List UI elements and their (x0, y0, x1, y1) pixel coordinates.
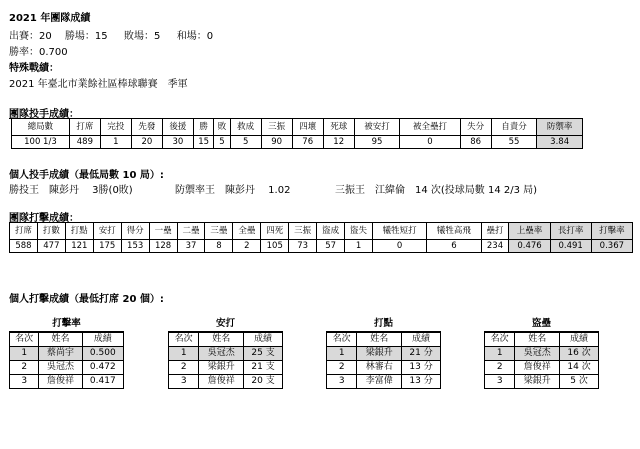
table-cell: 3.84 (537, 136, 583, 149)
table-cell: 打數 (37, 223, 65, 240)
table-cell: 588 (10, 240, 38, 253)
table-cell: 全壘 (233, 223, 261, 240)
table-cell: 成績 (244, 332, 283, 347)
table-cell: 3 (169, 375, 199, 389)
table-cell: 被安打 (354, 119, 400, 136)
table-cell: 姓名 (515, 332, 560, 347)
table-cell: 57 (317, 240, 345, 253)
table-cell: 吳冠杰 (39, 361, 82, 375)
table-cell: 30 (162, 136, 193, 149)
table-cell: 上壘率 (509, 223, 550, 240)
table-cell: 死球 (323, 119, 354, 136)
table-cell: 完投 (100, 119, 131, 136)
table-cell: 犧牲短打 (372, 223, 426, 240)
table-cell: 8 (205, 240, 233, 253)
table-cell: 三壘 (205, 223, 233, 240)
table-row (169, 375, 283, 389)
table-cell: 名次 (327, 332, 357, 347)
table-cell: 5 次 (560, 375, 599, 389)
table-cell: 梁銀升 (357, 347, 402, 361)
table-row (327, 361, 441, 375)
table-row (327, 375, 441, 389)
table-cell: 121 (65, 240, 93, 253)
table-row (327, 347, 441, 361)
table-cell: 1 (327, 347, 357, 361)
table-row (10, 375, 124, 389)
table-cell: 姓名 (199, 332, 244, 347)
table-cell: 1 (10, 347, 39, 361)
table-cell: 自責分 (491, 119, 537, 136)
table-cell: 梁銀升 (515, 375, 560, 389)
table-cell: 20 支 (244, 375, 283, 389)
leader-table-rbi (326, 316, 441, 389)
table-cell: 名次 (10, 332, 39, 347)
table-cell: 3 (485, 375, 515, 389)
table-cell: 1 (169, 347, 199, 361)
table-cell: 13 分 (402, 361, 441, 375)
table-cell: 2 (485, 361, 515, 375)
table-cell: 後援 (162, 119, 193, 136)
page-title: 2021 年團隊成績 (9, 13, 91, 24)
table-cell: 0.417 (82, 375, 123, 389)
table-cell: 盜成 (317, 223, 345, 240)
leader-title: 盜壘 (485, 316, 599, 332)
leader-title: 安打 (169, 316, 283, 332)
table-cell: 詹俊祥 (199, 375, 244, 389)
table-cell: 長打率 (550, 223, 591, 240)
award-era: 防禦率王 陳彭丹 1.02 (175, 185, 291, 196)
table-cell: 128 (149, 240, 177, 253)
table-cell: 成績 (560, 332, 599, 347)
table-row (10, 361, 124, 375)
table-cell: 175 (93, 240, 121, 253)
table-row (169, 361, 283, 375)
leader-table-hits (168, 316, 283, 389)
table-cell: 0.500 (82, 347, 123, 361)
table-cell: 3 (327, 375, 357, 389)
table-cell: 林審右 (357, 361, 402, 375)
table-cell: 詹俊祥 (39, 375, 82, 389)
table-cell: 盜失 (345, 223, 373, 240)
leader-table-avg (9, 316, 124, 389)
table-row (169, 347, 283, 361)
table-cell: 總局數 (12, 119, 70, 136)
table-row (10, 347, 124, 361)
table-cell: 成績 (402, 332, 441, 347)
table-cell: 救成 (230, 119, 261, 136)
table-cell: 153 (121, 240, 149, 253)
table-cell: 76 (292, 136, 323, 149)
table-cell: 37 (177, 240, 205, 253)
table-cell: 先發 (131, 119, 162, 136)
table-cell: 名次 (485, 332, 515, 347)
table-cell: 3 (10, 375, 39, 389)
table-cell: 21 支 (244, 361, 283, 375)
table-cell: 名次 (169, 332, 199, 347)
table-cell: 得分 (121, 223, 149, 240)
table-cell: 25 支 (244, 347, 283, 361)
leader-title: 打點 (327, 316, 441, 332)
table-cell: 21 分 (402, 347, 441, 361)
table-cell: 犧牲高飛 (427, 223, 481, 240)
table-cell: 477 (37, 240, 65, 253)
table-cell: 1 (100, 136, 131, 149)
award-win: 勝投王 陳彭丹 3勝(0敗) (9, 185, 133, 196)
win-rate: 勝率：0.700 (9, 47, 68, 58)
award-so: 三振王 江緯倫 14 次(投球局數 14 2/3 局) (335, 185, 538, 196)
table-cell: 105 (261, 240, 289, 253)
table-cell: 234 (481, 240, 509, 253)
table-cell: 防禦率 (537, 119, 583, 136)
table-cell: 2 (169, 361, 199, 375)
team-pitching-table (11, 118, 583, 149)
special-title: 特殊戰績： (9, 63, 59, 74)
table-cell: 三振 (261, 119, 292, 136)
table-cell: 詹俊祥 (515, 361, 560, 375)
table-cell: 被全壘打 (400, 119, 460, 136)
table-cell: 20 (131, 136, 162, 149)
table-cell: 13 分 (402, 375, 441, 389)
table-cell: 李富偉 (357, 375, 402, 389)
table-cell: 梁銀升 (199, 361, 244, 375)
table-cell: 5 (214, 136, 230, 149)
table-cell: 打席 (69, 119, 100, 136)
table-cell: 16 次 (560, 347, 599, 361)
table-cell: 打席 (10, 223, 38, 240)
table-row (485, 361, 599, 375)
table-cell: 14 次 (560, 361, 599, 375)
table-cell: 0.491 (550, 240, 591, 253)
table-cell: 73 (289, 240, 317, 253)
table-cell: 二壘 (177, 223, 205, 240)
table-cell: 1 (345, 240, 373, 253)
table-cell: 打點 (65, 223, 93, 240)
table-cell: 2 (10, 361, 39, 375)
table-cell: 100 1/3 (12, 136, 70, 149)
leader-table-sb (484, 316, 599, 389)
table-cell: 四死 (261, 223, 289, 240)
table-cell: 0 (400, 136, 460, 149)
table-cell: 吳冠杰 (199, 347, 244, 361)
table-cell: 12 (323, 136, 354, 149)
batting-title: 團隊打擊成績： (9, 213, 79, 224)
special-item: 2021 年臺北市業餘社區棒球聯賽 季軍 (9, 79, 188, 90)
table-cell: 0.472 (82, 361, 123, 375)
ind-batting-title: 個人打擊成績（最低打席 20 個）: (9, 294, 164, 305)
leader-title: 打擊率 (10, 316, 124, 332)
table-cell: 敗 (214, 119, 230, 136)
table-cell: 2 (327, 361, 357, 375)
ind-pitching-title: 個人投手成績（最低局數 10 局）: (9, 170, 164, 181)
table-cell: 489 (69, 136, 100, 149)
table-cell: 姓名 (39, 332, 82, 347)
table-cell: 6 (427, 240, 481, 253)
table-cell: 90 (261, 136, 292, 149)
table-cell: 三振 (289, 223, 317, 240)
table-cell: 0.476 (509, 240, 550, 253)
table-cell: 蔡尚宇 (39, 347, 82, 361)
table-cell: 2 (233, 240, 261, 253)
table-cell: 一壘 (149, 223, 177, 240)
table-cell: 86 (460, 136, 491, 149)
table-cell: 成績 (82, 332, 123, 347)
table-cell: 失分 (460, 119, 491, 136)
table-cell: 打擊率 (591, 223, 632, 240)
table-cell: 55 (491, 136, 537, 149)
table-cell: 安打 (93, 223, 121, 240)
team-batting-table (9, 222, 633, 253)
table-cell: 0.367 (591, 240, 632, 253)
pitching-title: 團隊投手成績： (9, 109, 79, 120)
table-cell: 0 (372, 240, 426, 253)
table-cell: 壘打 (481, 223, 509, 240)
table-cell: 四壞 (292, 119, 323, 136)
record-line: 出賽：20 勝場：15 敗場：5 和場：0 (9, 31, 214, 42)
table-cell: 姓名 (357, 332, 402, 347)
table-row (485, 347, 599, 361)
table-cell: 勝 (193, 119, 213, 136)
table-row (485, 375, 599, 389)
table-cell: 5 (230, 136, 261, 149)
table-cell: 15 (193, 136, 213, 149)
table-cell: 1 (485, 347, 515, 361)
table-cell: 95 (354, 136, 400, 149)
table-cell: 吳冠杰 (515, 347, 560, 361)
